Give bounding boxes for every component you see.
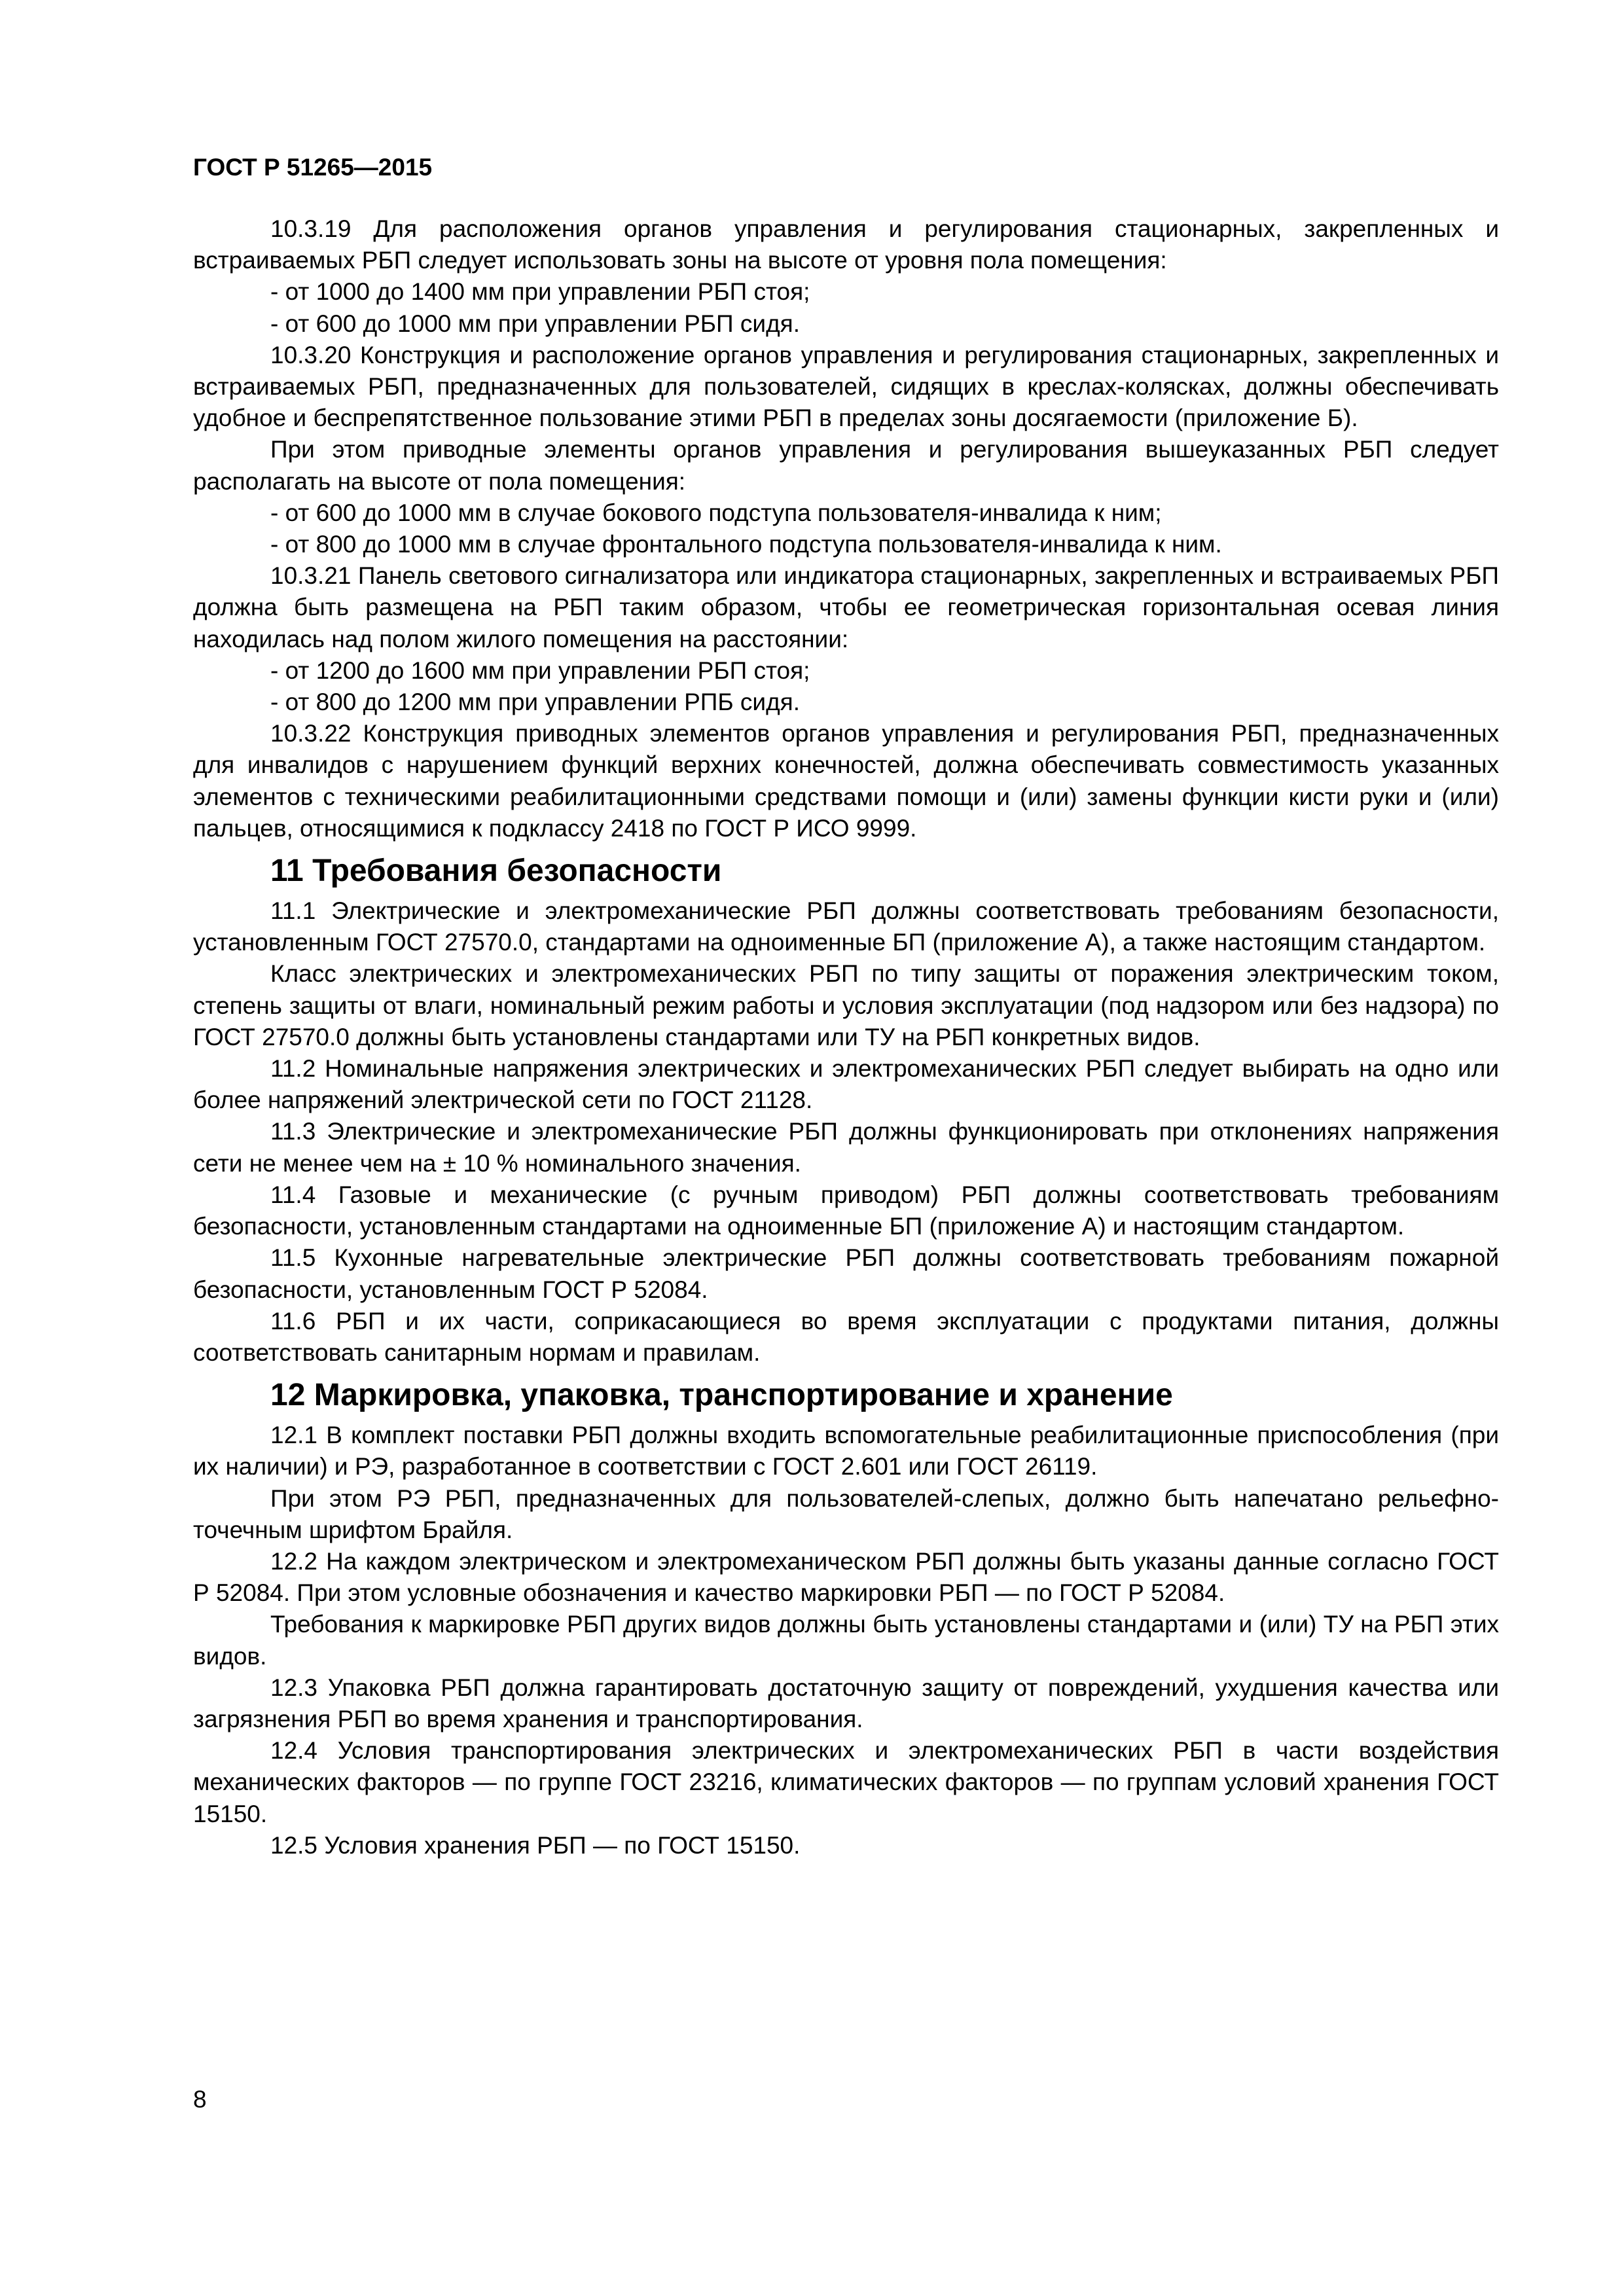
paragraph-11-6: 11.6 РБП и их части, соприкасающиеся во время эксплуатации с продуктами питания, должны соответствовать санитарным нормам и правилам. <box>193 1307 1499 1366</box>
paragraph-12-2: 12.2 На каждом электрическом и электромеханическом РБП должны быть указаны данные согласно ГОСТ Р 52084. При этом условные обозначения и качество маркировки РБП — по ГОСТ Р 52084. <box>193 1547 1499 1607</box>
list-item: - от 800 до 1200 мм при управлении РПБ сидя. <box>270 689 800 716</box>
paragraph-11-3: 11.3 Электрические и электромеханические РБП должны функционировать при отклонениях напряжения сети не менее чем на ± 10 % номинального значения. <box>193 1118 1499 1177</box>
list-item: - от 800 до 1000 мм в случае фронтального подступа пользователя-инвалида к ним. <box>270 531 1222 558</box>
paragraph-12-5: 12.5 Условия хранения РБП — по ГОСТ 15150. <box>270 1831 801 1859</box>
paragraph-11-5: 11.5 Кухонные нагревательные электрические РБП должны соответствовать требованиям пожарной безопасности, установленным ГОСТ Р 52084. <box>193 1244 1499 1303</box>
list-item: - от 600 до 1000 мм при управлении РБП сидя. <box>270 310 800 337</box>
section-heading-12: 12 Маркировка, упаковка, транспортирование и хранение <box>270 1378 1173 1413</box>
paragraph-10-3-19: 10.3.19 Для расположения органов управления и регулирования стационарных, закрепленных и встраиваемых РБП следует использовать зоны на высоте от уровня пола помещения: <box>193 215 1499 274</box>
list-item: - от 1000 до 1400 мм при управлении РБП стоя; <box>270 278 810 306</box>
paragraph-11-4: 11.4 Газовые и механические (с ручным приводом) РБП должны соответствовать требованиям безопасности, установленным стандартами на одноименные БП (приложение А) и настоящим стандартом. <box>193 1181 1499 1240</box>
paragraph-10-3-22: 10.3.22 Конструкция приводных элементов органов управления и регулирования РБП, предназначенных для инвалидов с нарушением функций верхних конечностей, должна обеспечивать совместимость указанных элементов с техническими реабилитационными средствами помощи и (или) замены функции кисти руки и (или) пальцев, относящимися к подклассу 2418 по ГОСТ Р ИСО 9999. <box>193 720 1499 842</box>
page-number: 8 <box>193 2086 207 2113</box>
paragraph-11-2: 11.2 Номинальные напряжения электрических и электромеханических РБП следует выбирать на одно или более напряжений электрической сети по ГОСТ 21128. <box>193 1055 1499 1114</box>
paragraph-12-3: 12.3 Упаковка РБП должна гарантировать достаточную защиту от повреждений, ухудшения качества или загрязнения РБП во время хранения и транспортирования. <box>193 1674 1499 1732</box>
list-item: - от 1200 до 1600 мм при управлении РБП стоя; <box>270 656 810 684</box>
paragraph: При этом приводные элементы органов управления и регулирования вышеуказанных РБП следует располагать на высоте от пола помещения: <box>193 436 1499 495</box>
paragraph-10-3-21: 10.3.21 Панель светового сигнализатора или индикатора стационарных, закрепленных и встраиваемых РБП должна быть размещена на РБП таким образом, чтобы ее геометрическая горизонтальная осевая линия находилась над полом жилого помещения на расстоянии: <box>193 562 1499 653</box>
document-body <box>193 213 1499 1861</box>
section-heading-11: 11 Требования безопасности <box>270 853 722 889</box>
paragraph-11-1: 11.1 Электрические и электромеханические РБП должны соответствовать требованиям безопасности, установленным ГОСТ 27570.0, стандартами на одноименные БП (приложение А), а также настоящим стандартом. <box>193 897 1499 956</box>
list-item: - от 600 до 1000 мм в случае бокового подступа пользователя-инвалида к ним; <box>270 499 1162 526</box>
document-header: ГОСТ Р 51265—2015 <box>193 154 433 181</box>
paragraph: Класс электрических и электромеханических РБП по типу защиты от поражения электрическим током, степень защиты от влаги, номинальный режим работы и условия эксплуатации (под надзором или без надзора) по ГОСТ 27570.0 должны быть установлены стандартами или ТУ на РБП конкретных видов. <box>193 960 1499 1050</box>
paragraph: При этом РЭ РБП, предназначенных для пользователей-слепых, должно быть напечатано рельефно-точечным шрифтом Брайля. <box>193 1484 1499 1543</box>
paragraph-10-3-20: 10.3.20 Конструкция и расположение органов управления и регулирования стационарных, закрепленных и встраиваемых РБП, предназначенных для пользователей, сидящих в креслах-колясках, должны обеспечивать удобное и беспрепятственное пользование этими РБП в пределах зоны досягаемости (приложение Б). <box>193 341 1499 432</box>
paragraph-12-1: 12.1 В комплект поставки РБП должны входить вспомогательные реабилитационные приспособления (при их наличии) и РЭ, разработанное в соответствии с ГОСТ 2.601 или ГОСТ 26119. <box>193 1422 1499 1480</box>
paragraph-12-4: 12.4 Условия транспортирования электрических и электромеханических РБП в части воздействия механических факторов — по группе ГОСТ 23216, климатических факторов — по группам условий хранения ГОСТ 15150. <box>193 1737 1499 1827</box>
paragraph: Требования к маркировке РБП других видов должны быть установлены стандартами и (или) ТУ на РБП этих видов. <box>193 1611 1499 1670</box>
